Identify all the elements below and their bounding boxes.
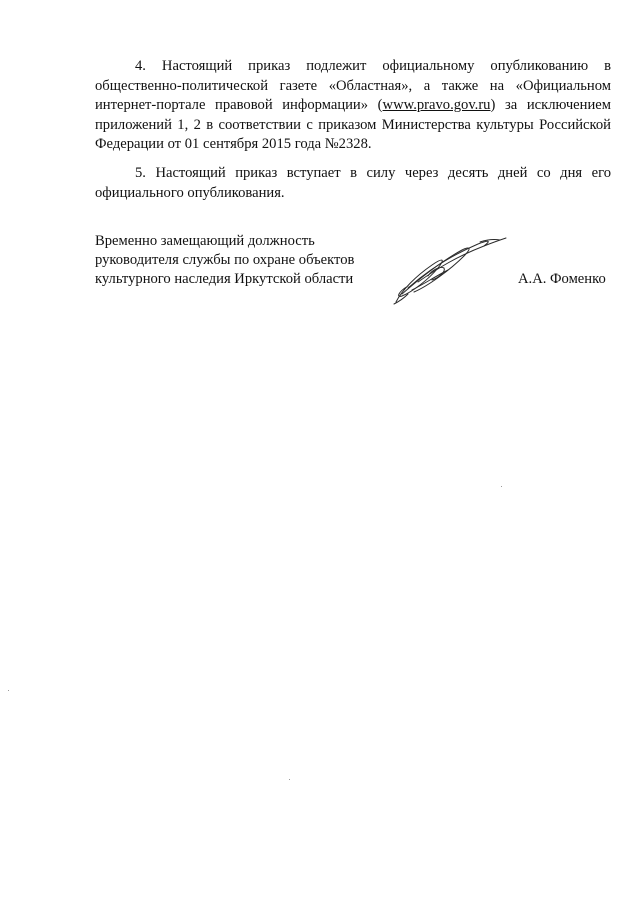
handwritten-signature-icon [388, 232, 510, 306]
paragraph-4-text-end: ) за исключением приложений 1, 2 в соответствии с приказом Министерства культуры Российской Федерации от 01 сентября 2015 года №2328. [95, 97, 611, 152]
scan-speck [289, 779, 290, 780]
signatory-title [95, 232, 385, 289]
pravo-link[interactable]: www.pravo.gov.ru [382, 97, 491, 113]
signer-name: А.А. Фоменко [518, 271, 606, 287]
scan-speck [501, 486, 502, 487]
scan-speck [8, 690, 9, 691]
signatory-title-line-1: Временно замещающий должность [95, 233, 315, 249]
signatory-title-line-3: культурного наследия Иркутской области [95, 271, 354, 287]
signatory-title-line-2: руководителя службы по охране объектов [95, 252, 355, 268]
paragraph-4 [95, 57, 611, 155]
paragraph-5-text: 5. Настоящий приказ вступает в силу через десять дней со дня его официального опубликования. [95, 165, 611, 201]
paragraph-5 [95, 164, 611, 203]
paragraph-4-text-start: 4. Настоящий приказ подлежит официальному опубликованию в общественно-политической газете «Областная», а также на «Официальном интернет-портале правовой информации» ( [95, 58, 611, 113]
